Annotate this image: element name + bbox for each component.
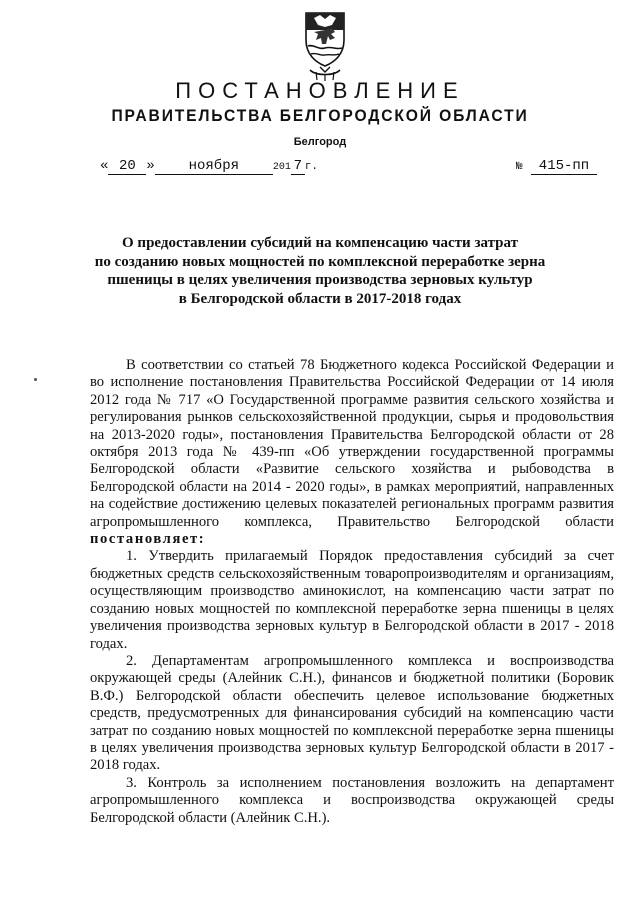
date-year-prefix: 201 xyxy=(272,162,291,173)
document-heading xyxy=(60,234,580,308)
clause-2: 2. Департаментам агропромышленного комплекса и воспроизводства окружающей среды (Алейник С.Н.), финансов и бюджетной политики (Боровик В.Ф.) Белгородской области обеспечить целевое использование бюджетных средств, предусмотренных для финансирования субсидий на компенсацию части затрат по созданию новых мощностей по комплексной переработке зерна пшеницы в целях увеличения производства зерновых культур Белгородской области в 2017 - 2018 годах. xyxy=(90,652,614,774)
scan-speck xyxy=(34,378,37,381)
issuing-authority: ПРАВИТЕЛЬСТВА БЕЛГОРОДСКОЙ ОБЛАСТИ xyxy=(111,106,529,125)
clause-1: 1. Утвердить прилагаемый Порядок предоставления субсидий за счет бюджетных средств сельскохозяйственным товаропроизводителям и организациям, осуществляющим производство аминокислот, на компенсацию части затрат по созданию новых мощностей по комплексной переработке зерна пшеницы в целях увеличения производства зерновых культур в Белгородской области в 2017 - 2018 годах. xyxy=(90,548,614,652)
preamble-paragraph xyxy=(90,357,614,548)
heading-line: в Белгородской области в 2017-2018 годах xyxy=(178,290,462,307)
heading-line: пшеницы в целях увеличения производства зерновых культур xyxy=(107,272,533,288)
document-date xyxy=(100,158,318,175)
number-label: № xyxy=(516,161,523,173)
clause-3: 3. Контроль за исполнением постановления возложить на департамент агропромышленного комплекса и воспроизводства окружающей среды Белгородской области (Алейник С.Н.). xyxy=(90,774,614,826)
number-value: 415-пп xyxy=(531,158,597,175)
resolves-word: постановляет: xyxy=(90,531,206,548)
document-type-title: ПОСТАНОВЛЕНИЕ xyxy=(175,78,465,103)
date-year-unit: г. xyxy=(304,161,319,173)
date-open-quote: « xyxy=(100,158,109,174)
coat-of-arms-icon xyxy=(302,10,348,82)
heading-line: О предоставлении субсидий на компенсацию части затрат xyxy=(122,235,518,251)
date-day: 20 xyxy=(108,158,146,175)
document-body xyxy=(90,357,614,827)
city-name: Белгород xyxy=(293,136,347,148)
heading-line: по созданию новых мощностей по комплексной переработке зерна xyxy=(94,253,546,270)
date-year-suffix: 7 xyxy=(291,158,305,175)
date-close-quote: » xyxy=(146,158,155,174)
date-month: ноября xyxy=(155,158,273,175)
preamble-text: В соответствии со статьей 78 Бюджетного кодекса Российской Федерации и во исполнение постановления Правительства Российской Федерации от 14 июля 2012 года № 717 «О Государственной программе развития сельского хозяйства и регулирования рынков сельскохозяйственной продукции, сырья и продовольствия на 2013-2020 годы», постановления Правительства Белгородской области от 28 октября 2013 года № 439-пп «Об утверждении государственной программы Белгородской области «Развитие сельского хозяйства и рыбоводства в Белгородской области на 2014 - 2020 годы», в рамках мероприятий, направленных на содействие достижению целевых показателей региональных программ развития агропромышленного комплекса, Правительство Белгородской области xyxy=(90,357,614,530)
document-number xyxy=(516,158,597,175)
